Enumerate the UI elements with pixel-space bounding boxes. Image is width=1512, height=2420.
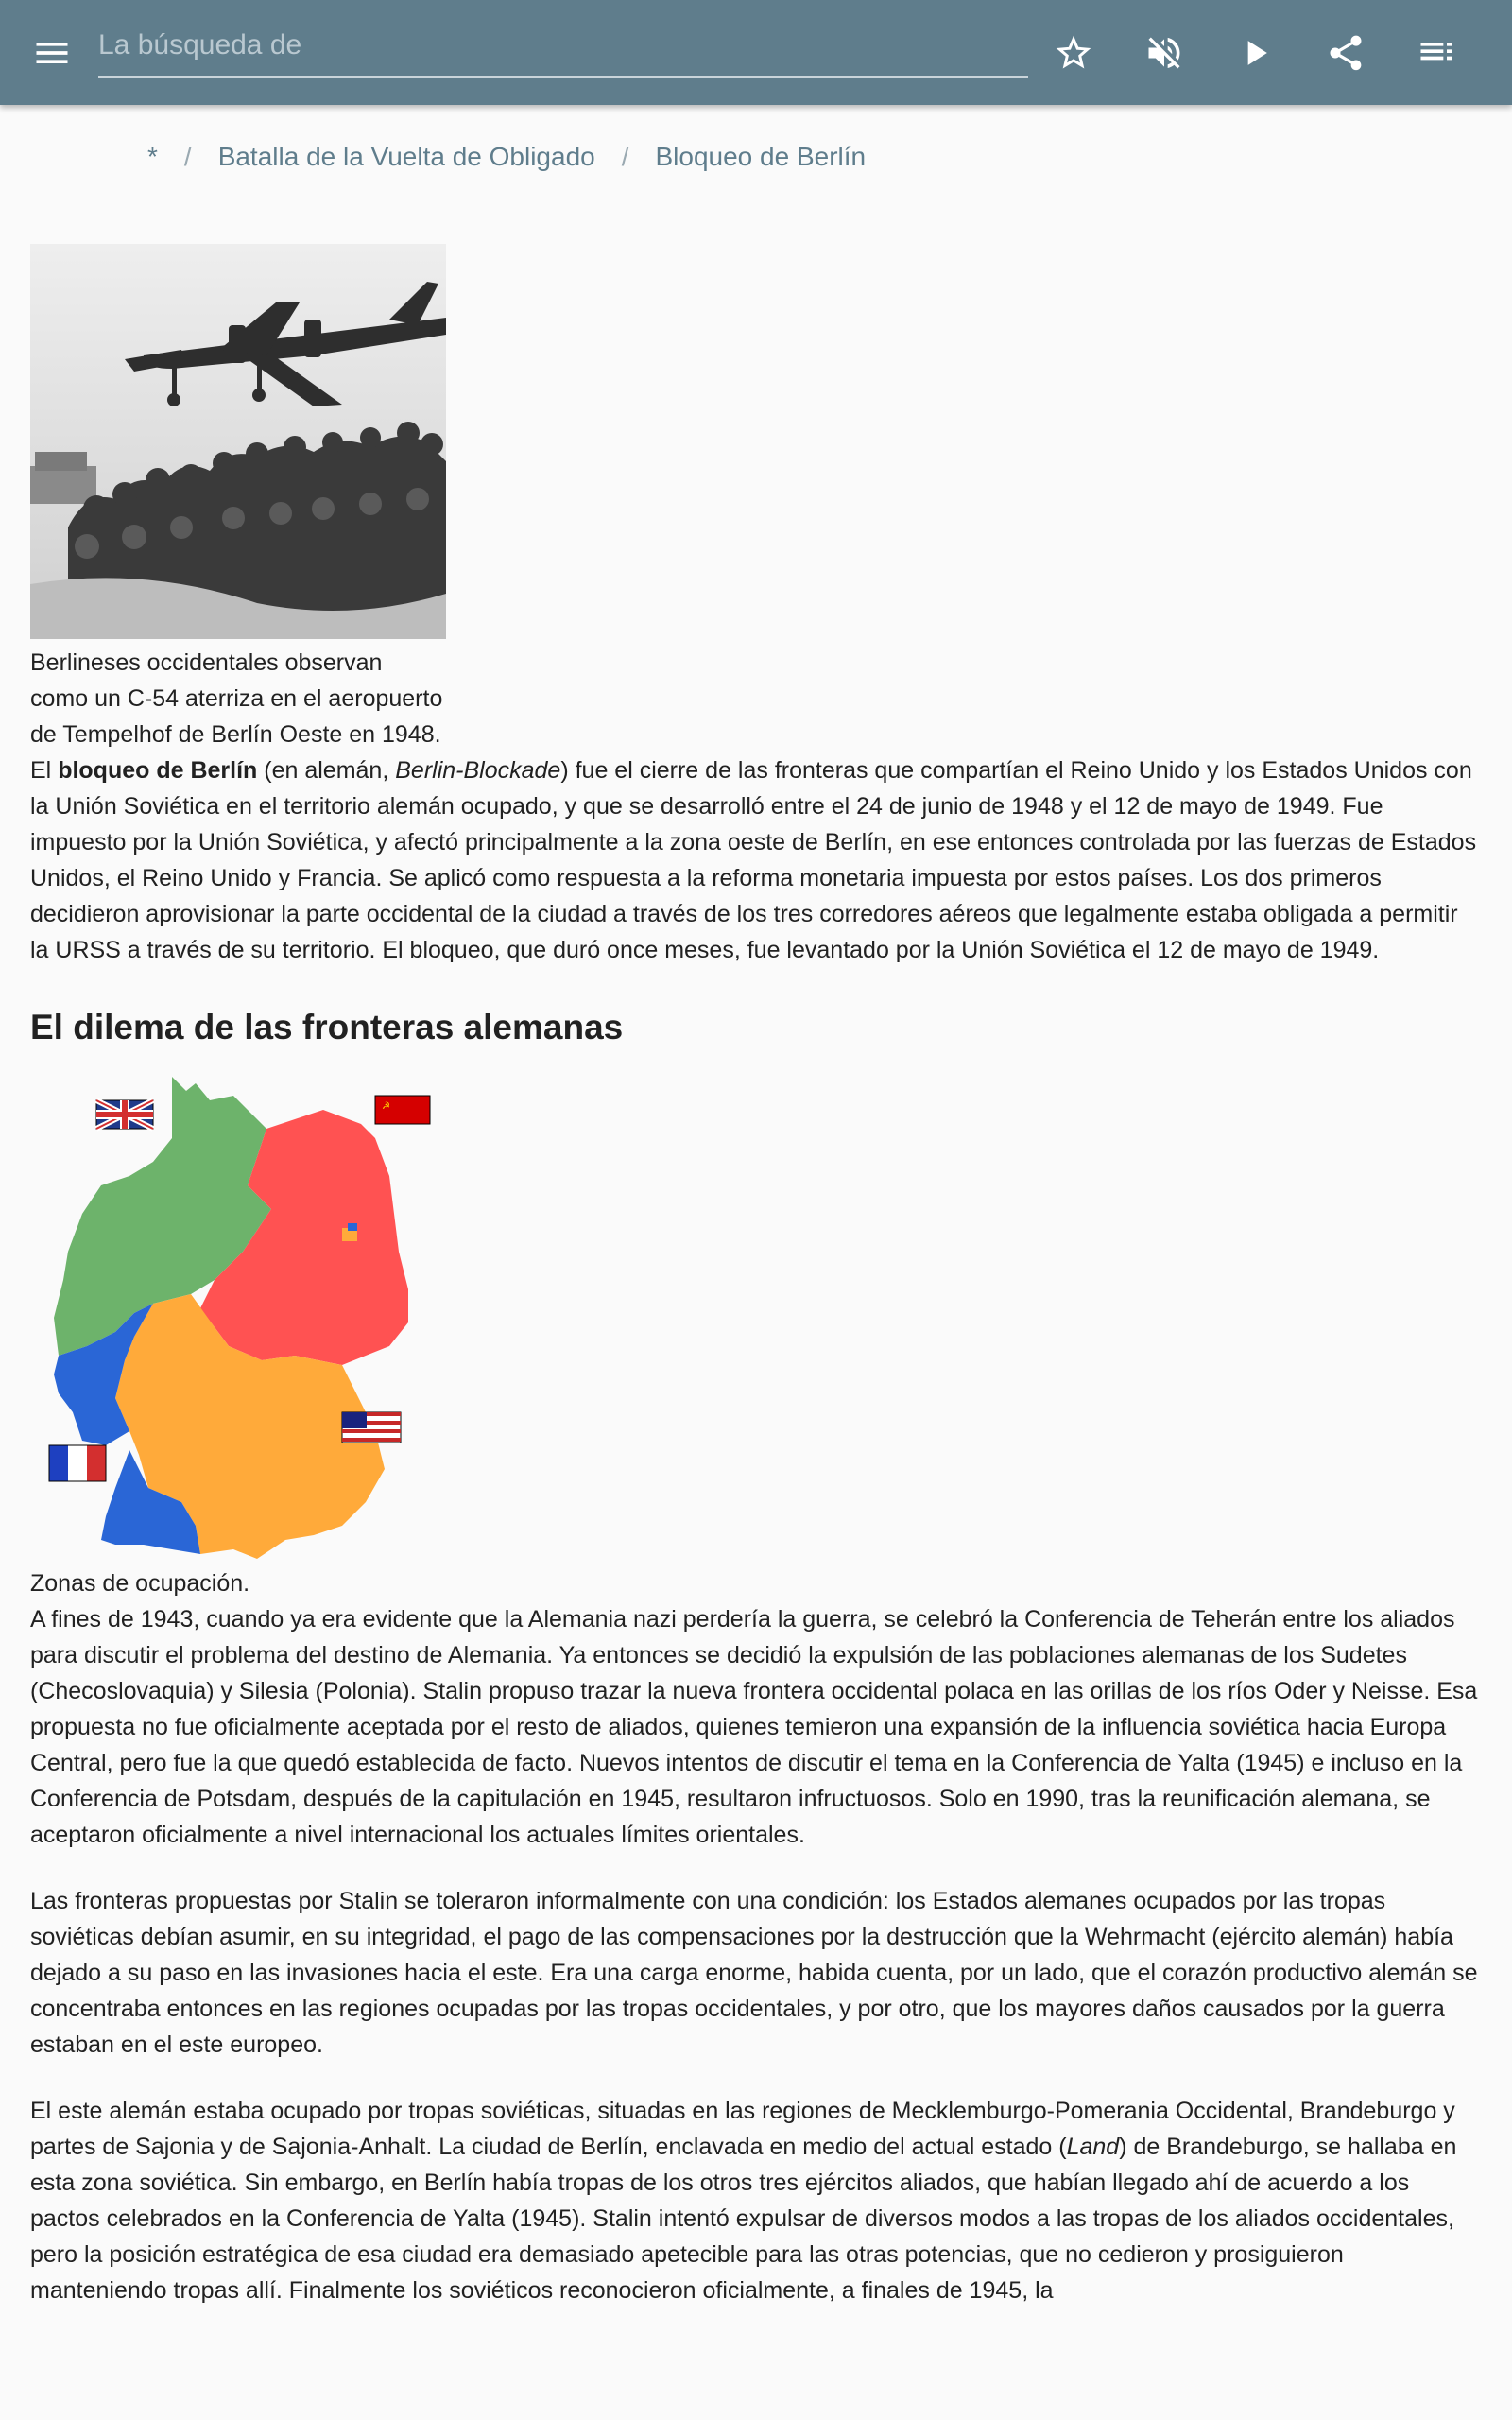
mute-button[interactable]: [1134, 23, 1194, 83]
playlist-icon: [1416, 32, 1457, 74]
us-flag-icon: [342, 1412, 401, 1443]
paragraph-2: Las fronteras propuestas por Stalin se toleraron informalmente con una condición: los Estados alemanes ocupados por las tropas soviéticas debían asumir, en su integridad, el pago de las compensaciones por la destrucción que la Wehrmacht (ejército alemán) había dejado a su paso en las invasiones hacia el este. Era una carga enorme, habida cuenta, por un lado, que el corazón productivo alemán se concentraba entonces en las regiones ocupadas por las tropas occidentales, y por otro, que los mayores daños causados por la guerra estaban en el este europeo.: [30, 1888, 1478, 2058]
breadcrumb-separator: /: [183, 142, 192, 171]
intro-text: El: [30, 757, 59, 784]
play-button[interactable]: [1225, 23, 1285, 83]
intro-paragraph: [30, 752, 1482, 968]
intro-text: (en alemán,: [257, 757, 396, 784]
volume-off-icon: [1143, 32, 1185, 74]
intro-italic-term: Berlin-Blockade: [395, 757, 561, 784]
breadcrumb-separator: /: [621, 142, 629, 171]
breadcrumb-home[interactable]: *: [147, 142, 158, 171]
contents-button[interactable]: [1406, 23, 1467, 83]
section-title: El dilema de las fronteras alemanas: [30, 1008, 624, 1046]
breadcrumb-item[interactable]: Batalla de la Vuelta de Obligado: [217, 142, 595, 171]
paragraph-3-text: El este alemán estaba ocupado por tropas soviéticas, situadas en las regiones de Mecklemburgo-Pomerania Occidental, Brandeburgo y partes de Sajonia y de Sajonia-Anhalt. La ciudad de Berlín, enclavada en medio del actual estado (: [30, 2098, 1455, 2160]
paragraph-3: [30, 2093, 1482, 2308]
paragraph-3-italic-term: Land: [1066, 2134, 1120, 2160]
france-flag-icon: [49, 1445, 106, 1481]
ussr-flag-icon: [375, 1096, 430, 1124]
breadcrumb-item-current[interactable]: Bloqueo de Berlín: [655, 142, 867, 171]
star-icon: [1053, 32, 1094, 74]
uk-flag-icon: [96, 1100, 153, 1129]
paragraph-1: A fines de 1943, cuando ya era evidente que la Alemania nazi perdería la guerra, se celebró la Conferencia de Teherán entre los aliados para discutir el problema del destino de Alemania. Ya entonces se decidió la expulsión de las poblaciones alemanas de los Sudetes (Checoslovaquia) y Silesia (Polonia). Stalin propuso trazar la nueva frontera occidental polaca en las orillas de los ríos Oder y Neisse. Esa propuesta no fue oficialmente aceptada por el resto de aliados, quienes temieron una expansión de la influencia soviética hacia Europa Central, pero fue la que quedó establecida de facto. Nuevos intentos de discutir el tema en la Conferencia de Yalta (1945) e incluso en la Conferencia de Potsdam, después de la capitulación en 1945, resultaron infructuosos. Solo en 1990, tras la reunificación alemana, se aceptaron oficialmente a nivel internacional los actuales límites orientales.: [30, 1606, 1478, 1848]
menu-icon: [31, 32, 73, 74]
article-content: [30, 244, 1482, 2308]
share-icon: [1325, 32, 1366, 74]
svg-text:☭: ☭: [382, 1101, 390, 1112]
favorite-button[interactable]: [1043, 23, 1104, 83]
app-toolbar: [0, 0, 1512, 105]
share-button[interactable]: [1315, 23, 1376, 83]
paragraph-3-text: ) de Brandeburgo, se hallaba en esta zona soviética. Sin embargo, en Berlín había tropas de los otros tres ejércitos aliados, que habían llegado ahí de acuerdo a los pactos celebrados en la Conferencia de Yalta (1945). Stalin intentó expulsar de diversos modos a las tropas de los aliados occidentales, pero la posición estratégica de esa ciudad era demasiado apetecible para las otras potencias, que no cedieron y prosiguieron manteniendo tropas allí. Finalmente los soviéticos reconocieron oficialmente, a finales de 1945, la: [30, 2134, 1457, 2304]
airlift-photo[interactable]: [30, 244, 446, 639]
intro-text: ) fue el cierre de las fronteras que compartían el Reino Unido y los Estados Unidos con la Unión Soviética en el territorio alemán ocupado, y que se desarrolló entre el 24 de junio de 1948 y el 12 de mayo de 1949. Fue impuesto por la Unión Soviética, y afectó principalmente a la zona oeste de Berlín, en ese entonces controlada por las fuerzas de Estados Unidos, el Reino Unido y Francia. Se aplicó como respuesta a la reforma monetaria impuesta por estos países. Los dos primeros decidieron aprovisionar la parte occidental de la ciudad a través de los tres corredores aéreos que legalmente estaba obligada a permitir la URSS a través de su territorio. El bloqueo, que duró once meses, fue levantado por la Unión Soviética el 12 de mayo de 1949.: [30, 757, 1477, 963]
photo-caption: Berlineses occidentales observan como un C-54 aterriza en el aeropuerto de Tempelhof de Berlín Oeste en 1948.: [30, 649, 443, 748]
play-icon: [1234, 32, 1276, 74]
search-field: [98, 21, 1028, 78]
intro-bold-term: bloqueo de Berlín: [58, 757, 258, 784]
breadcrumb: [147, 136, 866, 178]
map-caption: Zonas de ocupación.: [30, 1570, 250, 1597]
menu-button[interactable]: [22, 23, 82, 83]
occupation-zones-map[interactable]: [30, 1072, 437, 1564]
search-input[interactable]: [98, 21, 1028, 70]
